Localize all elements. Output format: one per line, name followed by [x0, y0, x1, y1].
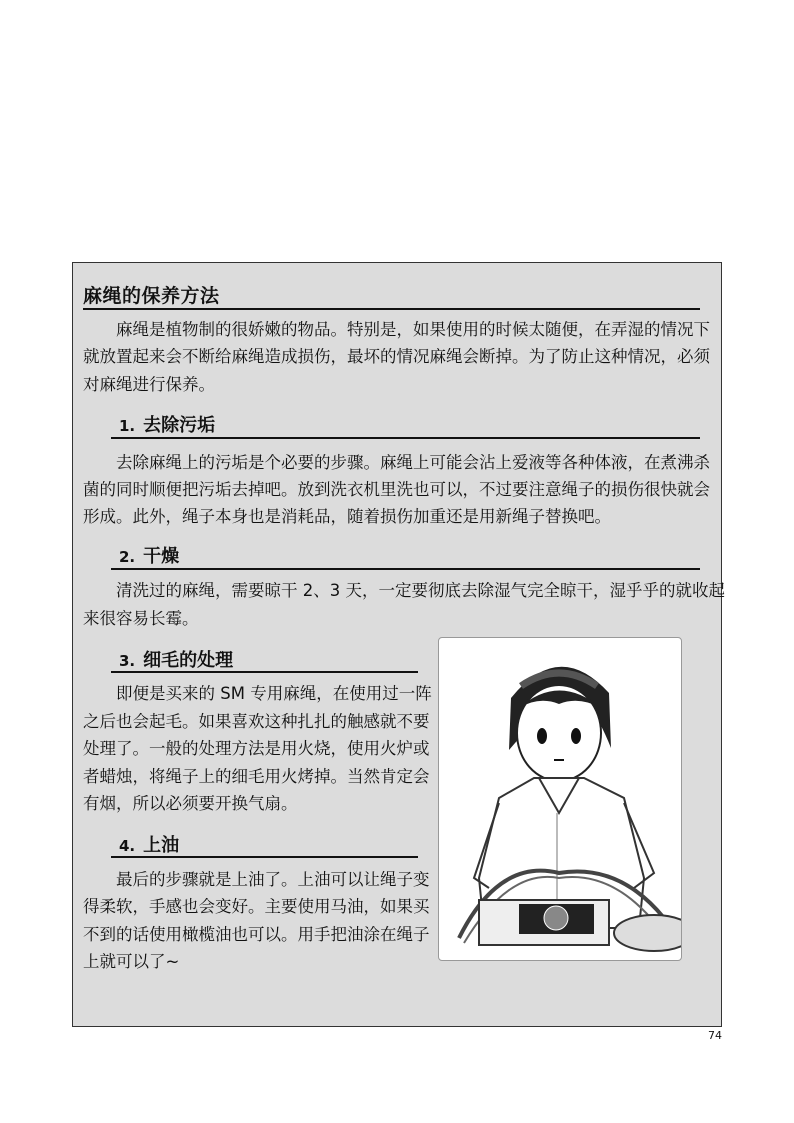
section-4-line: 最后的步骤就是上油了。上油可以让绳子变: [83, 870, 430, 889]
section-2-heading: 2. 干燥: [119, 546, 180, 567]
person-with-rope-illustration: [439, 638, 681, 960]
section-1-heading: 1. 去除污垢: [119, 415, 216, 436]
section-4-heading: 4. 上油: [119, 835, 180, 856]
section-rule: [111, 671, 418, 673]
intro-line: 麻绳是植物制的很娇嫩的物品。特别是，如果使用的时候太随便，在弄湿的情况下: [83, 320, 710, 339]
intro-line: 对麻绳进行保养。: [83, 375, 215, 394]
section-rule: [111, 437, 700, 439]
title-rule: [83, 308, 700, 310]
section-3-line: 之后也会起毛。如果喜欢这种扎扎的触感就不要: [83, 712, 430, 731]
section-3-line: 处理了。一般的处理方法是用火烧，使用火炉或: [83, 739, 430, 758]
section-1-line: 形成。此外，绳子本身也是消耗品，随着损伤加重还是用新绳子替换吧。: [83, 507, 611, 526]
section-3-line: 者蜡烛，将绳子上的细毛用火烤掉。当然肯定会: [83, 767, 430, 786]
manga-illustration: [438, 637, 682, 961]
section-2-line: 清洗过的麻绳，需要晾干 2、3 天，一定要彻底去除湿气完全晾干，湿乎乎的就收起: [83, 581, 725, 600]
section-3-line: 即便是买来的 SM 专用麻绳，在使用过一阵: [83, 684, 432, 703]
section-3-line: 有烟，所以必须要开换气扇。: [83, 794, 298, 813]
article-title: 麻绳的保养方法: [83, 285, 220, 307]
page-number: 74: [708, 1029, 722, 1042]
section-4-line: 不到的话使用橄榄油也可以。用手把油涂在绳子: [83, 925, 430, 944]
section-rule: [111, 568, 700, 570]
section-4-line: 上就可以了~: [83, 952, 180, 971]
section-rule: [111, 856, 418, 858]
section-1-line: 去除麻绳上的污垢是个必要的步骤。麻绳上可能会沾上爱液等各种体液，在煮沸杀: [83, 453, 710, 472]
section-2-line: 来很容易长霉。: [83, 609, 199, 628]
intro-line: 就放置起来会不断给麻绳造成损伤，最坏的情况麻绳会断掉。为了防止这种情况，必须: [83, 347, 710, 366]
section-1-line: 菌的同时顺便把污垢去掉吧。放到洗衣机里洗也可以，不过要注意绳子的损伤很快就会: [83, 480, 710, 499]
section-4-line: 得柔软，手感也会变好。主要使用马油，如果买: [83, 897, 430, 916]
section-3-heading: 3. 细毛的处理: [119, 650, 234, 671]
